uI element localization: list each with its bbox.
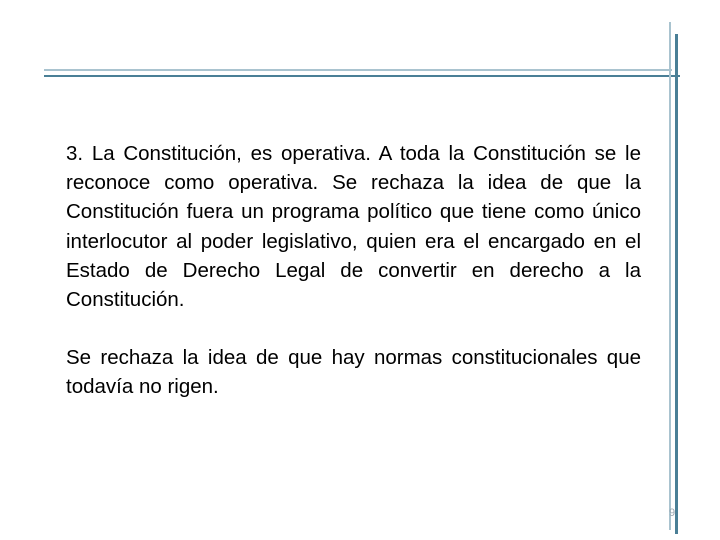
paragraph-operativa: 3. La Constitución, es operativa. A toda la Constitución se le reconoce como operativa. Se rechaza la idea de que la Constitución fuera un programa político que tiene como único interlocutor al poder legislativo, quien era el encargado en el Estado de Derecho Legal de convertir en derecho a la Constitución. <box>66 142 641 312</box>
top-rule-light <box>44 69 672 71</box>
top-rule-dark <box>44 75 680 77</box>
slide-body <box>66 139 641 402</box>
right-rule-light <box>669 22 671 530</box>
slide-number: 9 <box>668 507 676 519</box>
paragraph-normas: Se rechaza la idea de que hay normas constitucionales que todavía no rigen. <box>66 346 641 399</box>
right-rule-dark <box>675 34 678 534</box>
